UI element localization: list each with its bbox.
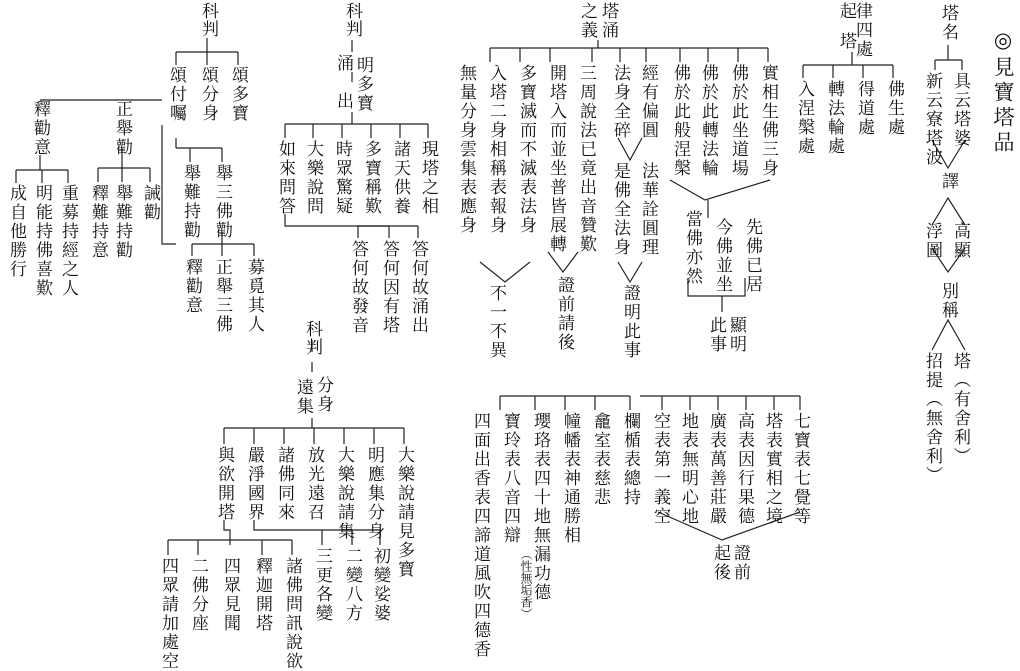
symbol-item2: 四面出香表四諦道風吹四德香: [470, 412, 490, 659]
symbol-item: 塔表實相之境: [762, 412, 782, 526]
kepan3-sub: 二佛分座: [188, 557, 208, 633]
kepan3-item: 放光遠召: [304, 446, 324, 522]
kepan2-chu: 出: [333, 92, 353, 111]
kepan1-head: 科: [198, 2, 218, 21]
meaning-d-item: 入塔二身相稱表報身: [486, 64, 506, 235]
meaning-a-sub: 今佛並坐: [712, 218, 732, 294]
kepan2-answer: 答何故涌出: [408, 240, 428, 335]
kepan2-item: 大樂說問: [303, 140, 323, 216]
kepan3-item: 與欲開塔: [214, 446, 234, 522]
kepan1-shiquan: 成自他勝行: [6, 184, 26, 279]
kepan1-left-head: 釋勸意: [30, 100, 50, 157]
kepan3-sub: 四眾見聞: [220, 557, 240, 633]
kepan1-branch: 頌多寶: [228, 66, 248, 123]
meaning-a-item: 佛於此般涅槃: [670, 64, 690, 178]
meaning-b-item: 法身全碎: [610, 64, 630, 140]
kepan1-sanfo: 釋勸意: [182, 258, 202, 315]
meaning-c-item: 三周說法已竟出音贊歎: [576, 64, 596, 254]
meaning-d-item: 多寶滅而不滅表法身: [516, 64, 536, 235]
kepan2-answer: 答何因有塔: [379, 240, 399, 335]
kepan1-branch: 頌付囑: [166, 66, 186, 123]
origin-head-qi: 起: [836, 2, 856, 21]
kepan1-fuzhu: 舉難持勸: [180, 164, 200, 240]
kepan2-mingduobao: 明多寶: [353, 56, 373, 113]
alias-label: 別稱: [938, 282, 958, 320]
origin-item: 佛生處: [884, 80, 904, 137]
symbol-item: 高表因行果德: [734, 412, 754, 526]
kepan3-head: 判: [302, 338, 322, 357]
origin-head-lvsichu: 律四處: [852, 2, 872, 59]
kepan2-head: 科: [342, 2, 362, 21]
kepan3-item: 諸佛同來: [274, 446, 294, 522]
meaning-a-item: 實相生佛三身: [758, 64, 778, 178]
kepan3-sub: 諸佛問訊說欲: [282, 557, 302, 671]
kepan1-zhengju: 誡勸: [140, 184, 160, 222]
kepan3-sub: 三更各變: [312, 547, 332, 623]
meaning-b-sub: 法華詮圓理: [638, 162, 658, 257]
meaning-b-item: 經有偏圓: [638, 64, 658, 140]
kepan2-head: 判: [342, 20, 362, 39]
kepan1-sanfo: 募覓其人: [244, 258, 264, 334]
alias-zhaoti: 招提（無舍利）: [922, 352, 942, 485]
kepan1-head: 判: [198, 20, 218, 39]
kepan3-sub: 釋迦開塔: [252, 557, 272, 633]
kepan2-item: 如來問答: [275, 140, 295, 216]
meaning-head-tayong: 塔涌: [598, 2, 618, 40]
kepan3-sub: 初變娑婆: [370, 547, 390, 623]
kepan2-yong: 涌: [333, 54, 353, 73]
symbol-note: （性無垢香）: [519, 548, 533, 620]
meaning-b-sub: 是佛全法身: [610, 162, 630, 257]
meaning-d-tail: 不一不異: [486, 284, 506, 360]
kepan2-item: 多寶稱歎: [361, 140, 381, 216]
origin-head-ta: 塔: [836, 32, 856, 51]
meaning-a-sub: 當佛亦然: [682, 210, 702, 286]
kepan1-fuzhu: 舉三佛勸: [212, 164, 232, 240]
meaning-b-tail: 證明此事: [620, 284, 640, 360]
meaning-head-zhiyi: 之義: [577, 2, 597, 40]
kepan3-item: 大樂說請見多寶: [394, 446, 414, 579]
kepan3-item: 明應集分身: [364, 446, 384, 541]
kepan1-sanfo: 正舉三佛: [212, 258, 232, 334]
kepan2-item: 時眾驚疑: [332, 140, 352, 216]
kepan3-item: 大樂說請集: [334, 446, 354, 541]
meaning-a-item: 佛於此坐道場: [728, 64, 748, 178]
translate-label: 譯: [938, 172, 958, 191]
kepan3-fenshen: 分身: [313, 376, 333, 414]
symbol-item2: 幢幡表神通勝相: [560, 412, 580, 545]
meaning-c-item: 開塔入而並坐普皆展轉: [546, 64, 566, 254]
meaning-a-tail: 此事: [706, 316, 726, 354]
meaning-c-tail: 證前請後: [554, 276, 574, 352]
kepan3-sub: 二變八方: [342, 547, 362, 623]
origin-item: 轉法輪處: [824, 80, 844, 156]
kepan3-head: 科: [302, 320, 322, 339]
kepan1-shiquan: 重募持經之人: [58, 184, 78, 298]
symbol-item: 空表第一義空: [650, 412, 670, 526]
origin-item: 得道處: [854, 80, 874, 137]
symbol-item: 廣表萬善莊嚴: [706, 412, 726, 526]
kepan1-zhengju: 釋難持意: [88, 184, 108, 260]
symbol-item2: 欄楯表總持: [620, 412, 640, 507]
kepan3-yuanji: 遠集: [293, 378, 313, 416]
kepan1-zhengju: 舉難持勸: [112, 184, 132, 260]
kepan2-item: 諸天供養: [390, 140, 410, 216]
alias-ta: 塔（有舍利）: [950, 352, 970, 466]
meaning-a-item: 佛於此轉法輪: [698, 64, 718, 178]
tower-name-label: 塔名: [938, 4, 958, 42]
kepan1-left-head: 正舉勸: [112, 100, 132, 157]
kepan2-item: 現塔之相: [418, 140, 438, 216]
kepan1-branch: 頌分身: [198, 66, 218, 123]
symbol-item: 地表無明心地: [678, 412, 698, 526]
symbol-item2: 瓔珞表四十地無漏功德: [530, 412, 550, 602]
meaning-a-sub: 先佛已居: [742, 218, 762, 294]
kepan2-answer: 答何故發音: [348, 240, 368, 335]
translate-futu: 浮圖: [922, 222, 942, 260]
tower-name-transliteration: 新云寮塔波: [922, 72, 942, 167]
kepan3-item: 嚴淨國界: [244, 446, 264, 522]
symbol-tail: 證前: [730, 544, 750, 582]
symbol-tail: 起後: [710, 544, 730, 582]
symbol-item2: 龕室表慈悲: [590, 412, 610, 507]
meaning-a-tail: 顯明: [726, 316, 746, 354]
kepan3-sub: 四眾請加處空: [158, 557, 178, 671]
meaning-d-item: 無量分身雲集表應身: [456, 64, 476, 235]
symbol-item2: 寶玲表八音四辯: [500, 412, 520, 545]
symbol-item: 七寶表七覺等: [790, 412, 810, 526]
tower-name-stupa: 具云塔婆: [950, 72, 970, 148]
kepan1-shiquan: 明能持佛喜歎: [32, 184, 52, 298]
origin-item: 入涅槃處: [794, 80, 814, 156]
page-title: ◎見寶塔品: [991, 28, 1015, 156]
translate-gaoxian: 高顯: [950, 222, 970, 260]
